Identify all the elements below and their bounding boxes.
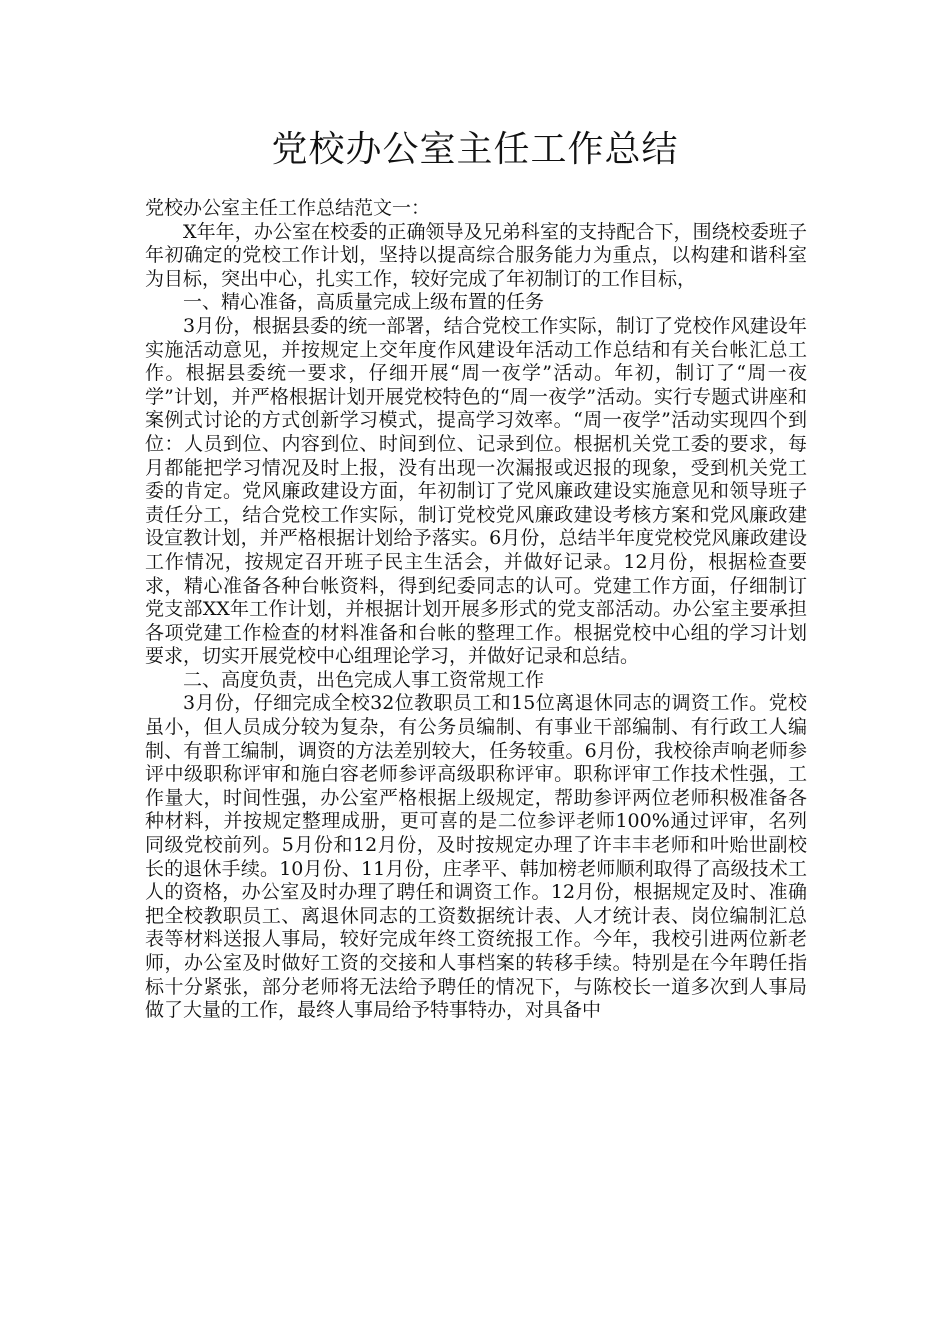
paragraph: 二、高度负责，出色完成人事工资常规工作 (183, 668, 545, 691)
paragraph: X年年，办公室在校委的正确领导及兄弟科室的支持配合下，围绕校委班子年初确定的党校工作计划，坚持以提高综合服务能力为重点，以构建和谐科室为目标，突出中心，扎实工作，较好完成了年初制订的工作目标， (145, 220, 807, 290)
document-title: 党校办公室主任工作总结 (271, 129, 679, 170)
paragraph: 一、精心准备，高质量完成上级布置的任务 (183, 291, 545, 314)
paragraph: 3月份，仔细完成全校32位教职员工和15位离退休同志的调资工作。党校虽小，但人员成分较为复杂，有公务员编制、有事业干部编制、有行政工人编制、有普工编制，调资的方法差别较大，任务较重。6月份，我校徐声响老师参评中级职称评审和施白容老师参评高级职称评审。职称评审工作技术性强，工作量大，时间性强，办公室严格根据上级规定，帮助参评两位老师积极准备各种材料，并按规定整理成册，更可喜的是二位参评老师100%通过评审，名列同级党校前列。5月份和12月份，及时按规定办理了许丰丰老师和叶贻世副校长的退休手续。10月份、11月份，庄孝平、韩加榜老师顺利取得了高级技术工人的资格，办公室及时办理了聘任和调资工作。12月份，根据规定及时、准确把全校教职员工、离退休同志的工资数据统计表、人才统计表、岗位编制汇总表等材料送报人事局，较好完成年终工资统报工作。今年，我校引进两位新老师，办公室及时做好工资的交接和人事档案的转移手续。特别是在今年聘任指标十分紧张，部分老师将无法给予聘任的情况下，与陈校长一道多次到人事局做了大量的工作，最终人事局给予特事特办，对具备中 (145, 692, 807, 1022)
paragraph: 党校办公室主任工作总结范文一： (145, 197, 431, 219)
document-body (145, 197, 807, 1023)
paragraph: 3月份，根据县委的统一部署，结合党校工作实际，制订了党校作风建设年实施活动意见，并按规定上交年度作风建设年活动工作总结和有关台帐汇总工作。根据县委统一要求，仔细开展“周一夜学”活动。年初，制订了“周一夜学”计划，并严格根据计划开展党校特色的“周一夜学”活动。实行专题式讲座和案例式讨论的方式创新学习模式，提高学习效率。“周一夜学”活动实现四个到位：人员到位、内容到位、时间到位、记录到位。根据机关党工委的要求，每月都能把学习情况及时上报，没有出现一次漏报或迟报的现象，受到机关党工委的肯定。党风廉政建设方面，年初制订了党风廉政建设实施意见和领导班子责任分工，结合党校工作实际，制订党校党风廉政建设考核方案和党风廉政建设宣教计划，并严格根据计划给予落实。6月份，总结半年度党校党风廉政建设工作情况，按规定召开班子民主生活会，并做好记录。12月份，根据检查要求，精心准备各种台帐资料，得到纪委同志的认可。党建工作方面，仔细制订党支部XX年工作计划，并根据计划开展多形式的党支部活动。办公室主要承担各项党建工作检查的材料准备和台帐的整理工作。根据党校中心组的学习计划要求，切实开展党校中心组理论学习，并做好记录和总结。 (145, 314, 807, 668)
